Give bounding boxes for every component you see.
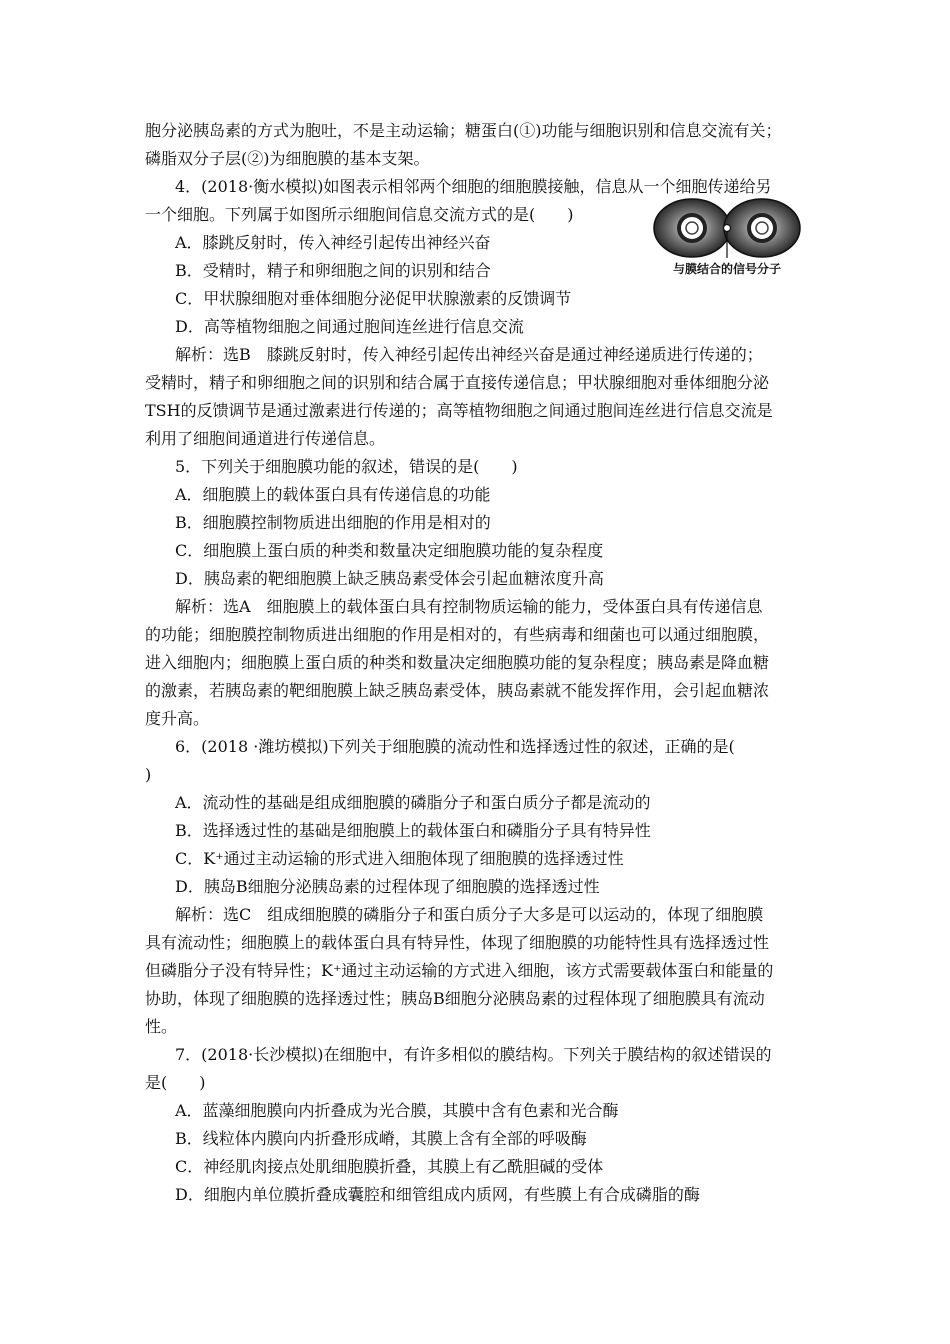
question-6-stem: 6．(2018 ·潍坊模拟)下列关于细胞膜的流动性和选择透过性的叙述，正确的是( [175,737,735,756]
text-line: 的功能；细胞膜控制物质进出细胞的作用是相对的，有些病毒和细菌也可以通过细胞膜， [145,625,770,644]
cell-contact-figure [652,198,802,280]
option-d: D．高等植物细胞之间通过胞间连丝进行信息交流 [175,317,524,336]
option-c: C．K⁺通过主动运输的形式进入细胞体现了细胞膜的选择透过性 [175,849,624,868]
text-line: 是( ) [145,1073,206,1092]
analysis-line: 解析：选A 细胞膜上的载体蛋白具有控制物质运输的能力，受体蛋白具有传递信息 [175,597,763,616]
text-line: TSH的反馈调节是通过激素进行传递的；高等植物细胞之间通过胞间连丝进行信息交流是 [145,401,773,420]
option-c: C．神经肌肉接点处肌细胞膜折叠，其膜上有乙酰胆碱的受体 [175,1157,604,1176]
text-line: 性。 [145,1017,178,1036]
figure-caption: 与膜结合的信号分子 [672,262,781,276]
option-c: C．细胞膜上蛋白质的种类和数量决定细胞膜功能的复杂程度 [175,541,604,560]
option-d: D．胰岛素的靶细胞膜上缺乏胰岛素受体会引起血糖浓度升高 [175,569,604,588]
text-line: 一个细胞。下列属于如图所示细胞间信息交流方式的是( ) [145,205,574,224]
text-line: 协助，体现了细胞膜的选择透过性；胰岛B细胞分泌胰岛素的过程体现了细胞膜具有流动 [145,989,765,1008]
question-5-stem: 5．下列关于细胞膜功能的叙述，错误的是( ) [175,457,518,476]
text-line: 受精时，精子和卵细胞之间的识别和结合属于直接传递信息；甲状腺细胞对垂体细胞分泌 [145,373,770,392]
option-c: C．甲状腺细胞对垂体细胞分泌促甲状腺激素的反馈调节 [175,289,572,308]
option-a: A．膝跳反射时，传入神经引起传出神经兴奋 [175,233,491,252]
option-b: B．受精时，精子和卵细胞之间的识别和结合 [175,261,491,280]
option-a: A．蓝藻细胞膜向内折叠成为光合膜，其膜中含有色素和光合酶 [175,1101,619,1120]
question-7-stem: 7．(2018·长沙模拟)在细胞中，有许多相似的膜结构。下列关于膜结构的叙述错误的 [175,1045,772,1064]
text-line: 磷脂双分子层(②)为细胞膜的基本支架。 [145,149,430,168]
text-line: 的激素，若胰岛素的靶细胞膜上缺乏胰岛素受体，胰岛素就不能发挥作用，会引起血糖浓 [145,681,770,700]
option-b: B．选择透过性的基础是细胞膜上的载体蛋白和磷脂分子具有特异性 [175,821,651,840]
question-4-stem: 4．(2018·衡水模拟)如图表示相邻两个细胞的细胞膜接触，信息从一个细胞传递给另 [175,177,772,196]
text-line: 进入细胞内；细胞膜上蛋白质的种类和数量决定细胞膜功能的复杂程度；胰岛素是降血糖 [145,653,770,672]
text-line: ) [145,765,152,784]
option-b: B．线粒体内膜向内折叠形成嵴，其膜上含有全部的呼吸酶 [175,1129,587,1148]
option-b: B．细胞膜控制物质进出细胞的作用是相对的 [175,513,491,532]
text-line: 但磷脂分子没有特异性；K⁺通过主动运输的方式进入细胞，该方式需要载体蛋白和能量的 [145,961,774,980]
text-line: 度升高。 [145,709,210,728]
text-line: 胞分泌胰岛素的方式为胞吐，不是主动运输；糖蛋白(①)功能与细胞识别和信息交流有关； [145,121,782,140]
option-a: A．流动性的基础是组成细胞膜的磷脂分子和蛋白质分子都是流动的 [175,793,651,812]
option-a: A．细胞膜上的载体蛋白具有传递信息的功能 [175,485,491,504]
option-d: D．胰岛B细胞分泌胰岛素的过程体现了细胞膜的选择透过性 [175,877,600,896]
analysis-line: 解析：选C 组成细胞膜的磷脂分子和蛋白质分子大多是可以运动的，体现了细胞膜 [175,905,764,924]
text-line: 具有流动性；细胞膜上的载体蛋白具有特异性，体现了细胞膜的功能特性具有选择透过性 [145,933,770,952]
analysis-line: 解析：选B 膝跳反射时，传入神经引起传出神经兴奋是通过神经递质进行传递的； [175,345,763,364]
text-line: 利用了细胞间通道进行传递信息。 [145,429,386,448]
option-d: D．细胞内单位膜折叠成囊腔和细管组成内质网，有些膜上有合成磷脂的酶 [175,1185,700,1204]
two-cells-illustration [652,198,802,258]
